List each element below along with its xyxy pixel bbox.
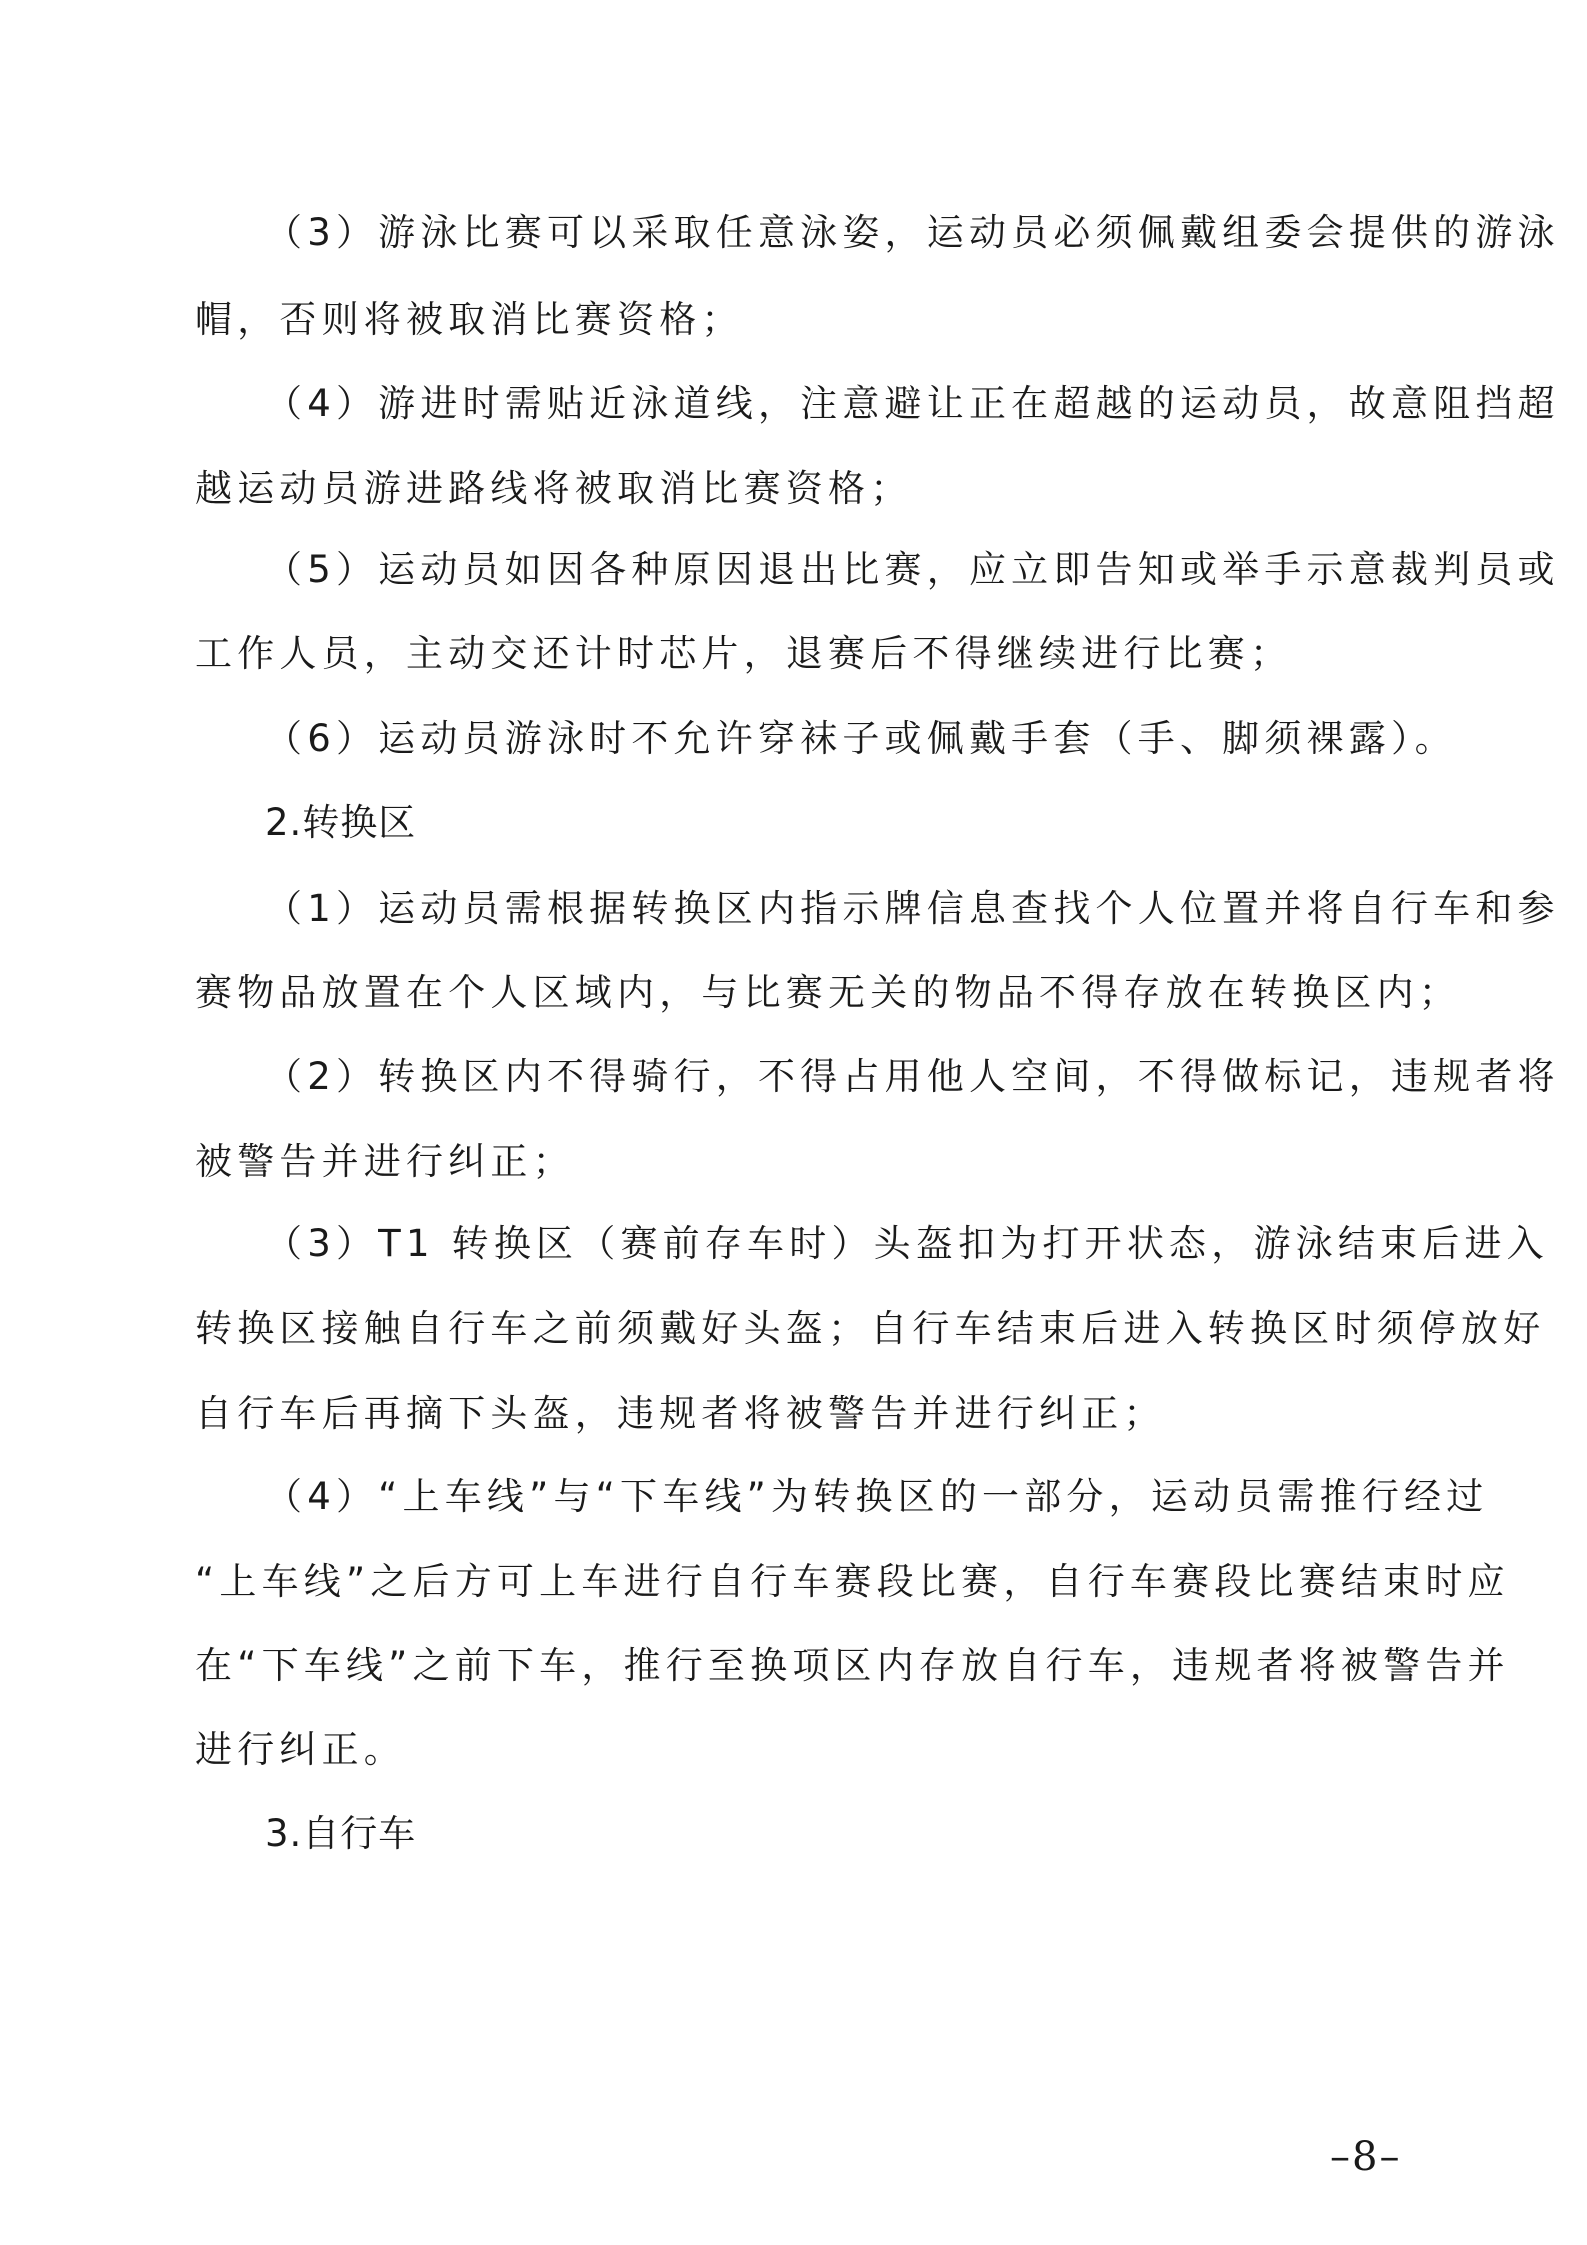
- text-line: （3）游泳比赛可以采取任意泳姿，运动员必须佩戴组委会提供的游泳: [265, 211, 1560, 254]
- text-line: 工作人员，主动交还计时芯片，退赛后不得继续进行比赛；: [195, 632, 1293, 675]
- page-number: –8–: [1330, 2134, 1402, 2180]
- text-line: 越运动员游进路线将被取消比赛资格；: [195, 467, 913, 510]
- text-line: （6）运动员游泳时不允许穿袜子或佩戴手套（手、脚须裸露）。: [265, 717, 1457, 760]
- text-line: （2）转换区内不得骑行，不得占用他人空间，不得做标记，违规者将: [265, 1055, 1560, 1098]
- text-line: 转换区接触自行车之前须戴好头盔；自行车结束后进入转换区时须停放好: [195, 1307, 1546, 1350]
- text-line: （4）“上车线”与“下车线”为转换区的一部分，运动员需推行经过: [265, 1475, 1489, 1518]
- text-line: “上车线”之后方可上车进行自行车赛段比赛，自行车赛段比赛结束时应: [195, 1560, 1510, 1603]
- text-line: 被警告并进行纠正；: [195, 1140, 575, 1183]
- text-line: 进行纠正。: [195, 1728, 406, 1771]
- text-line: （5）运动员如因各种原因退出比赛，应立即告知或举手示意裁判员或: [265, 548, 1560, 591]
- text-line: （4）游进时需贴近泳道线，注意避让正在超越的运动员，故意阻挡超: [265, 382, 1560, 425]
- section-heading: 3.自行车: [265, 1812, 417, 1855]
- text-line: （1）运动员需根据转换区内指示牌信息查找个人位置并将自行车和参: [265, 887, 1560, 930]
- text-line: 在“下车线”之前下车，推行至换项区内存放自行车，违规者将被警告并: [195, 1644, 1510, 1687]
- text-line: （3）T1 转换区（赛前存车时）头盔扣为打开状态，游泳结束后进入: [265, 1222, 1549, 1265]
- text-line: 自行车后再摘下头盔，违规者将被警告并进行纠正；: [195, 1392, 1166, 1435]
- text-line: 帽，否则将被取消比赛资格；: [195, 298, 744, 341]
- text-line: 赛物品放置在个人区域内，与比赛无关的物品不得存放在转换区内；: [195, 971, 1461, 1014]
- section-heading: 2.转换区: [265, 801, 417, 844]
